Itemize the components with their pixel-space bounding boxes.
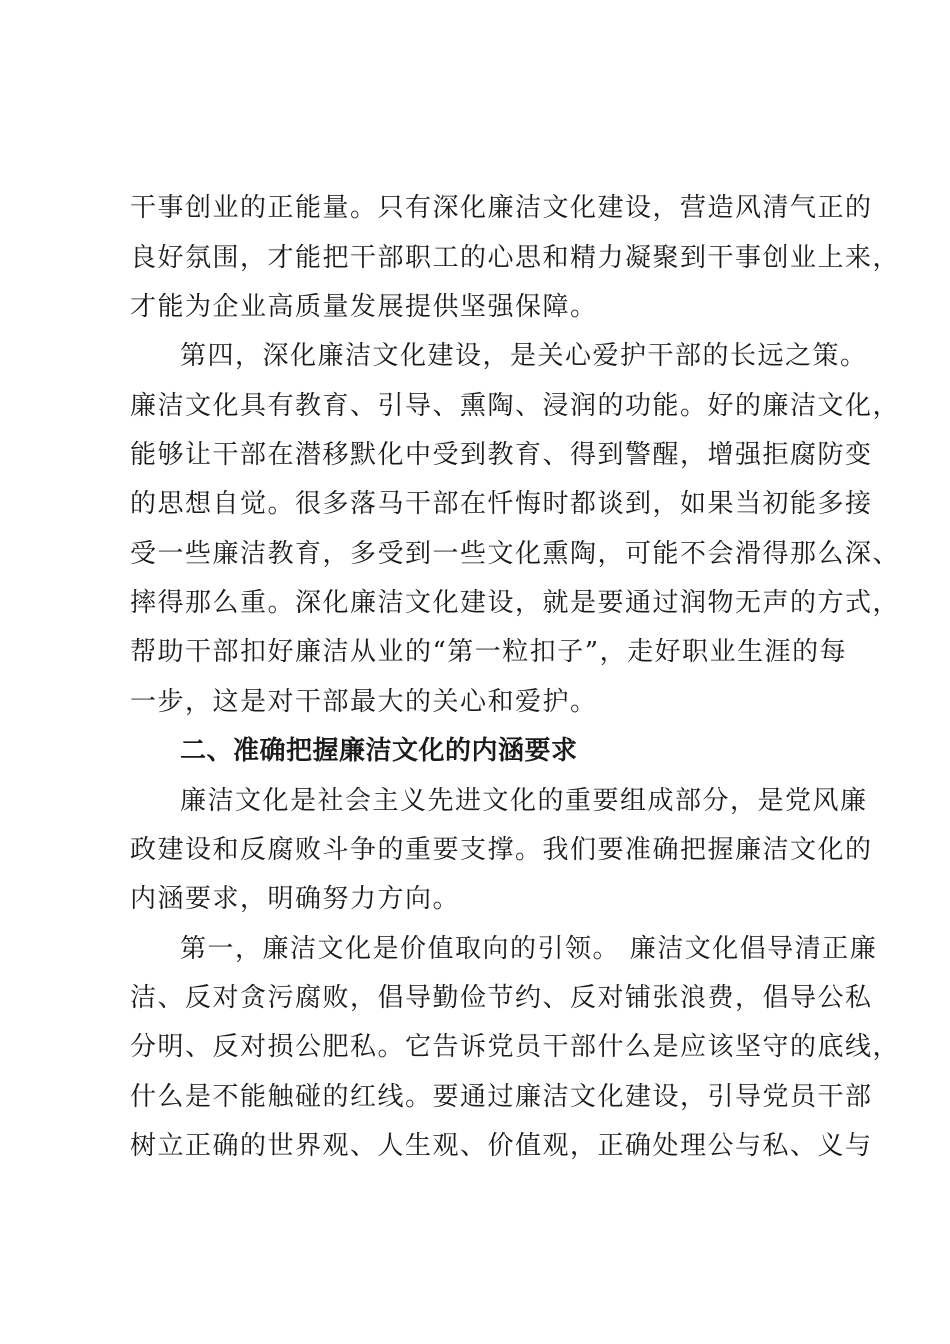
body-text-line: 分明、反对损公肥私。它告诉党员干部什么是应该坚守的底线， (130, 1032, 901, 1062)
body-text-line: 受一些廉洁教育，多受到一些文化熏陶，可能不会滑得那么深、 (130, 539, 901, 569)
body-text-line: 内涵要求，明确努力方向。 (130, 884, 461, 914)
body-text-line: 洁、反对贪污腐败，倡导勤俭节约、反对铺张浪费，倡导公私 (130, 983, 873, 1013)
body-text-line: 的思想自觉。很多落马干部在忏悔时都谈到，如果当初能多接 (130, 489, 873, 519)
body-text-line: 一步，这是对干部最大的关心和爱护。 (130, 687, 598, 717)
body-text-line: 良好氛围，才能把干部职工的心思和精力凝聚到干事创业上来， (130, 243, 901, 273)
paragraph-first-line: 第一，廉洁文化是价值取向的引领。 廉洁文化倡导清正廉 (180, 934, 878, 964)
section-heading: 二、准确把握廉洁文化的内涵要求 (180, 736, 578, 766)
body-text-line: 才能为企业高质量发展提供坚强保障。 (130, 292, 598, 322)
body-text-line: 什么是不能触碰的红线。要通过廉洁文化建设，引导党员干部 (130, 1082, 873, 1112)
body-text-line: 政建设和反腐败斗争的重要支撑。我们要准确把握廉洁文化的 (130, 835, 873, 865)
paragraph-first-line: 第四，深化廉洁文化建设，是关心爱护干部的长远之策。 (180, 341, 868, 371)
body-text-line: 帮助干部扣好廉洁从业的“第一粒扣子”，走好职业生涯的每 (130, 637, 848, 667)
body-text-line: 廉洁文化具有教育、引导、熏陶、浸润的功能。好的廉洁文化， (130, 391, 901, 421)
body-text-line: 摔得那么重。深化廉洁文化建设，就是要通过润物无声的方式， (130, 588, 901, 618)
body-text-line: 树立正确的世界观、人生观、价值观，正确处理公与私、义与 (130, 1131, 873, 1161)
body-text-line: 能够让干部在潜移默化中受到教育、得到警醒，增强拒腐防变 (130, 440, 873, 470)
paragraph-first-line: 廉洁文化是社会主义先进文化的重要组成部分，是党风廉 (180, 786, 868, 816)
body-text-line: 干事创业的正能量。只有深化廉洁文化建设，营造风清气正的 (130, 193, 873, 223)
